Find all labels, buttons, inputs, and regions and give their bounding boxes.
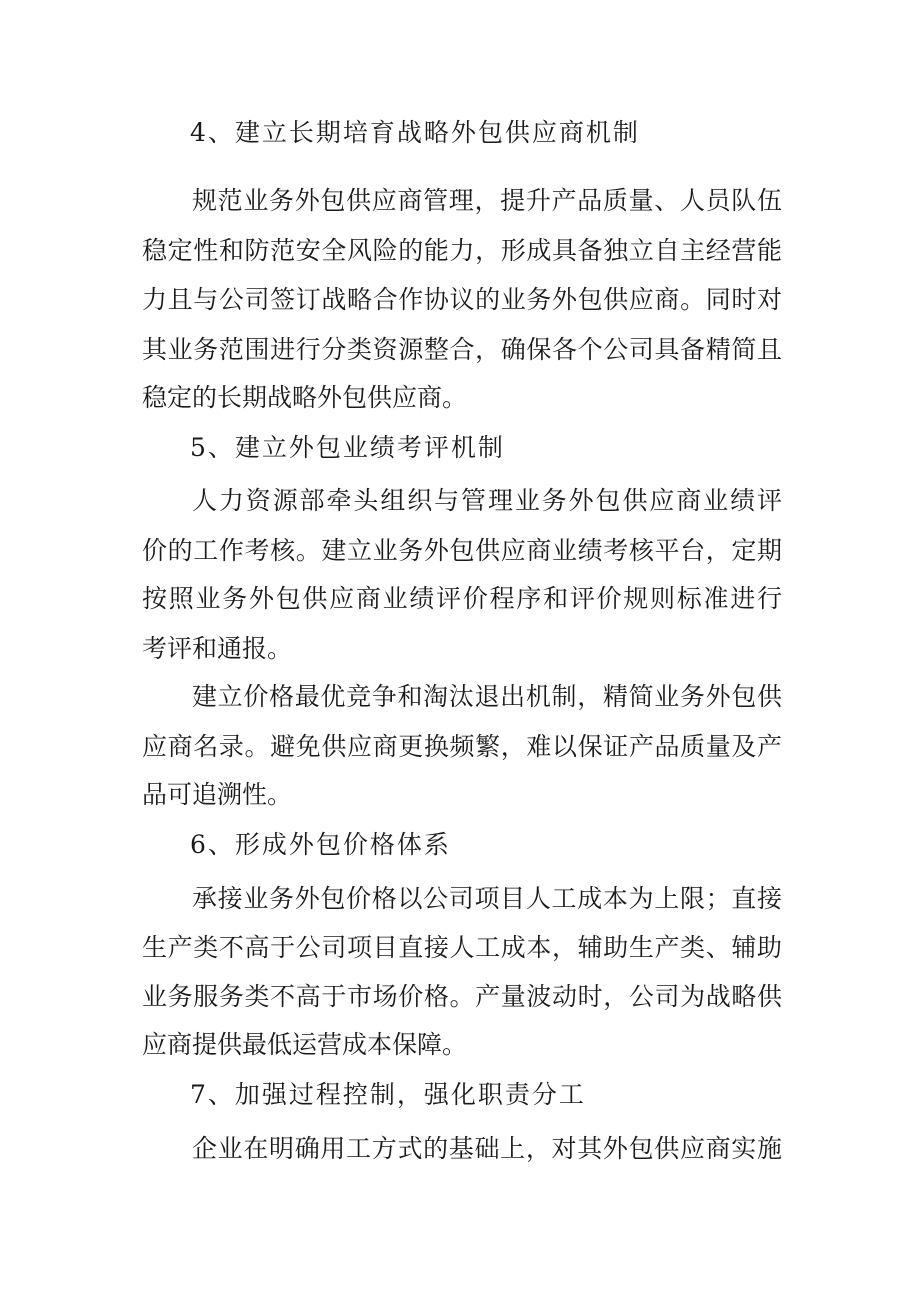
section-4-heading: 4、建立长期培育战略外包供应商机制 xyxy=(190,118,640,147)
para-5-1-line-1: 人力资源部牵头组织与管理业务外包供应商业绩评 xyxy=(192,486,782,515)
para-6-line-3: 业务服务类不高于市场价格。产量波动时，公司为战略供 xyxy=(142,982,782,1011)
para-4-line-1: 规范业务外包供应商管理，提升产品质量、人员队伍 xyxy=(192,186,782,215)
para-5-1-line-4: 考评和通报。 xyxy=(142,634,293,663)
para-5-2-line-2: 应商名录。避免供应商更换频繁，难以保证产品质量及产 xyxy=(142,732,782,761)
para-5-2-line-1: 建立价格最优竞争和淘汰退出机制，精简业务外包供 xyxy=(192,682,782,711)
para-6-line-4: 应商提供最低运营成本保障。 xyxy=(142,1030,468,1059)
para-4-line-2: 稳定性和防范安全风险的能力，形成具备独立自主经营能 xyxy=(142,236,782,265)
para-4-line-3: 力且与公司签订战略合作协议的业务外包供应商。同时对 xyxy=(142,285,782,314)
para-4-line-5: 稳定的长期战略外包供应商。 xyxy=(142,383,468,412)
para-5-2-line-3: 品可追溯性。 xyxy=(142,780,293,809)
para-6-line-2: 生产类不高于公司项目直接人工成本，辅助生产类、辅助 xyxy=(142,933,782,962)
para-5-1-line-2: 价的工作考核。建立业务外包供应商业绩考核平台，定期 xyxy=(142,536,782,565)
para-5-1-line-3: 按照业务外包供应商业绩评价程序和评价规则标准进行 xyxy=(142,584,782,613)
section-6-heading: 6、形成外包价格体系 xyxy=(190,830,451,859)
para-7-line-1: 企业在明确用工方式的基础上，对其外包供应商实施 xyxy=(192,1134,782,1163)
section-7-heading: 7、加强过程控制，强化职责分工 xyxy=(190,1080,586,1109)
para-4-line-4: 其业务范围进行分类资源整合，确保各个公司具备精简且 xyxy=(142,335,782,364)
section-5-heading: 5、建立外包业绩考评机制 xyxy=(190,433,505,462)
para-6-line-1: 承接业务外包价格以公司项目人工成本为上限；直接 xyxy=(192,884,782,913)
